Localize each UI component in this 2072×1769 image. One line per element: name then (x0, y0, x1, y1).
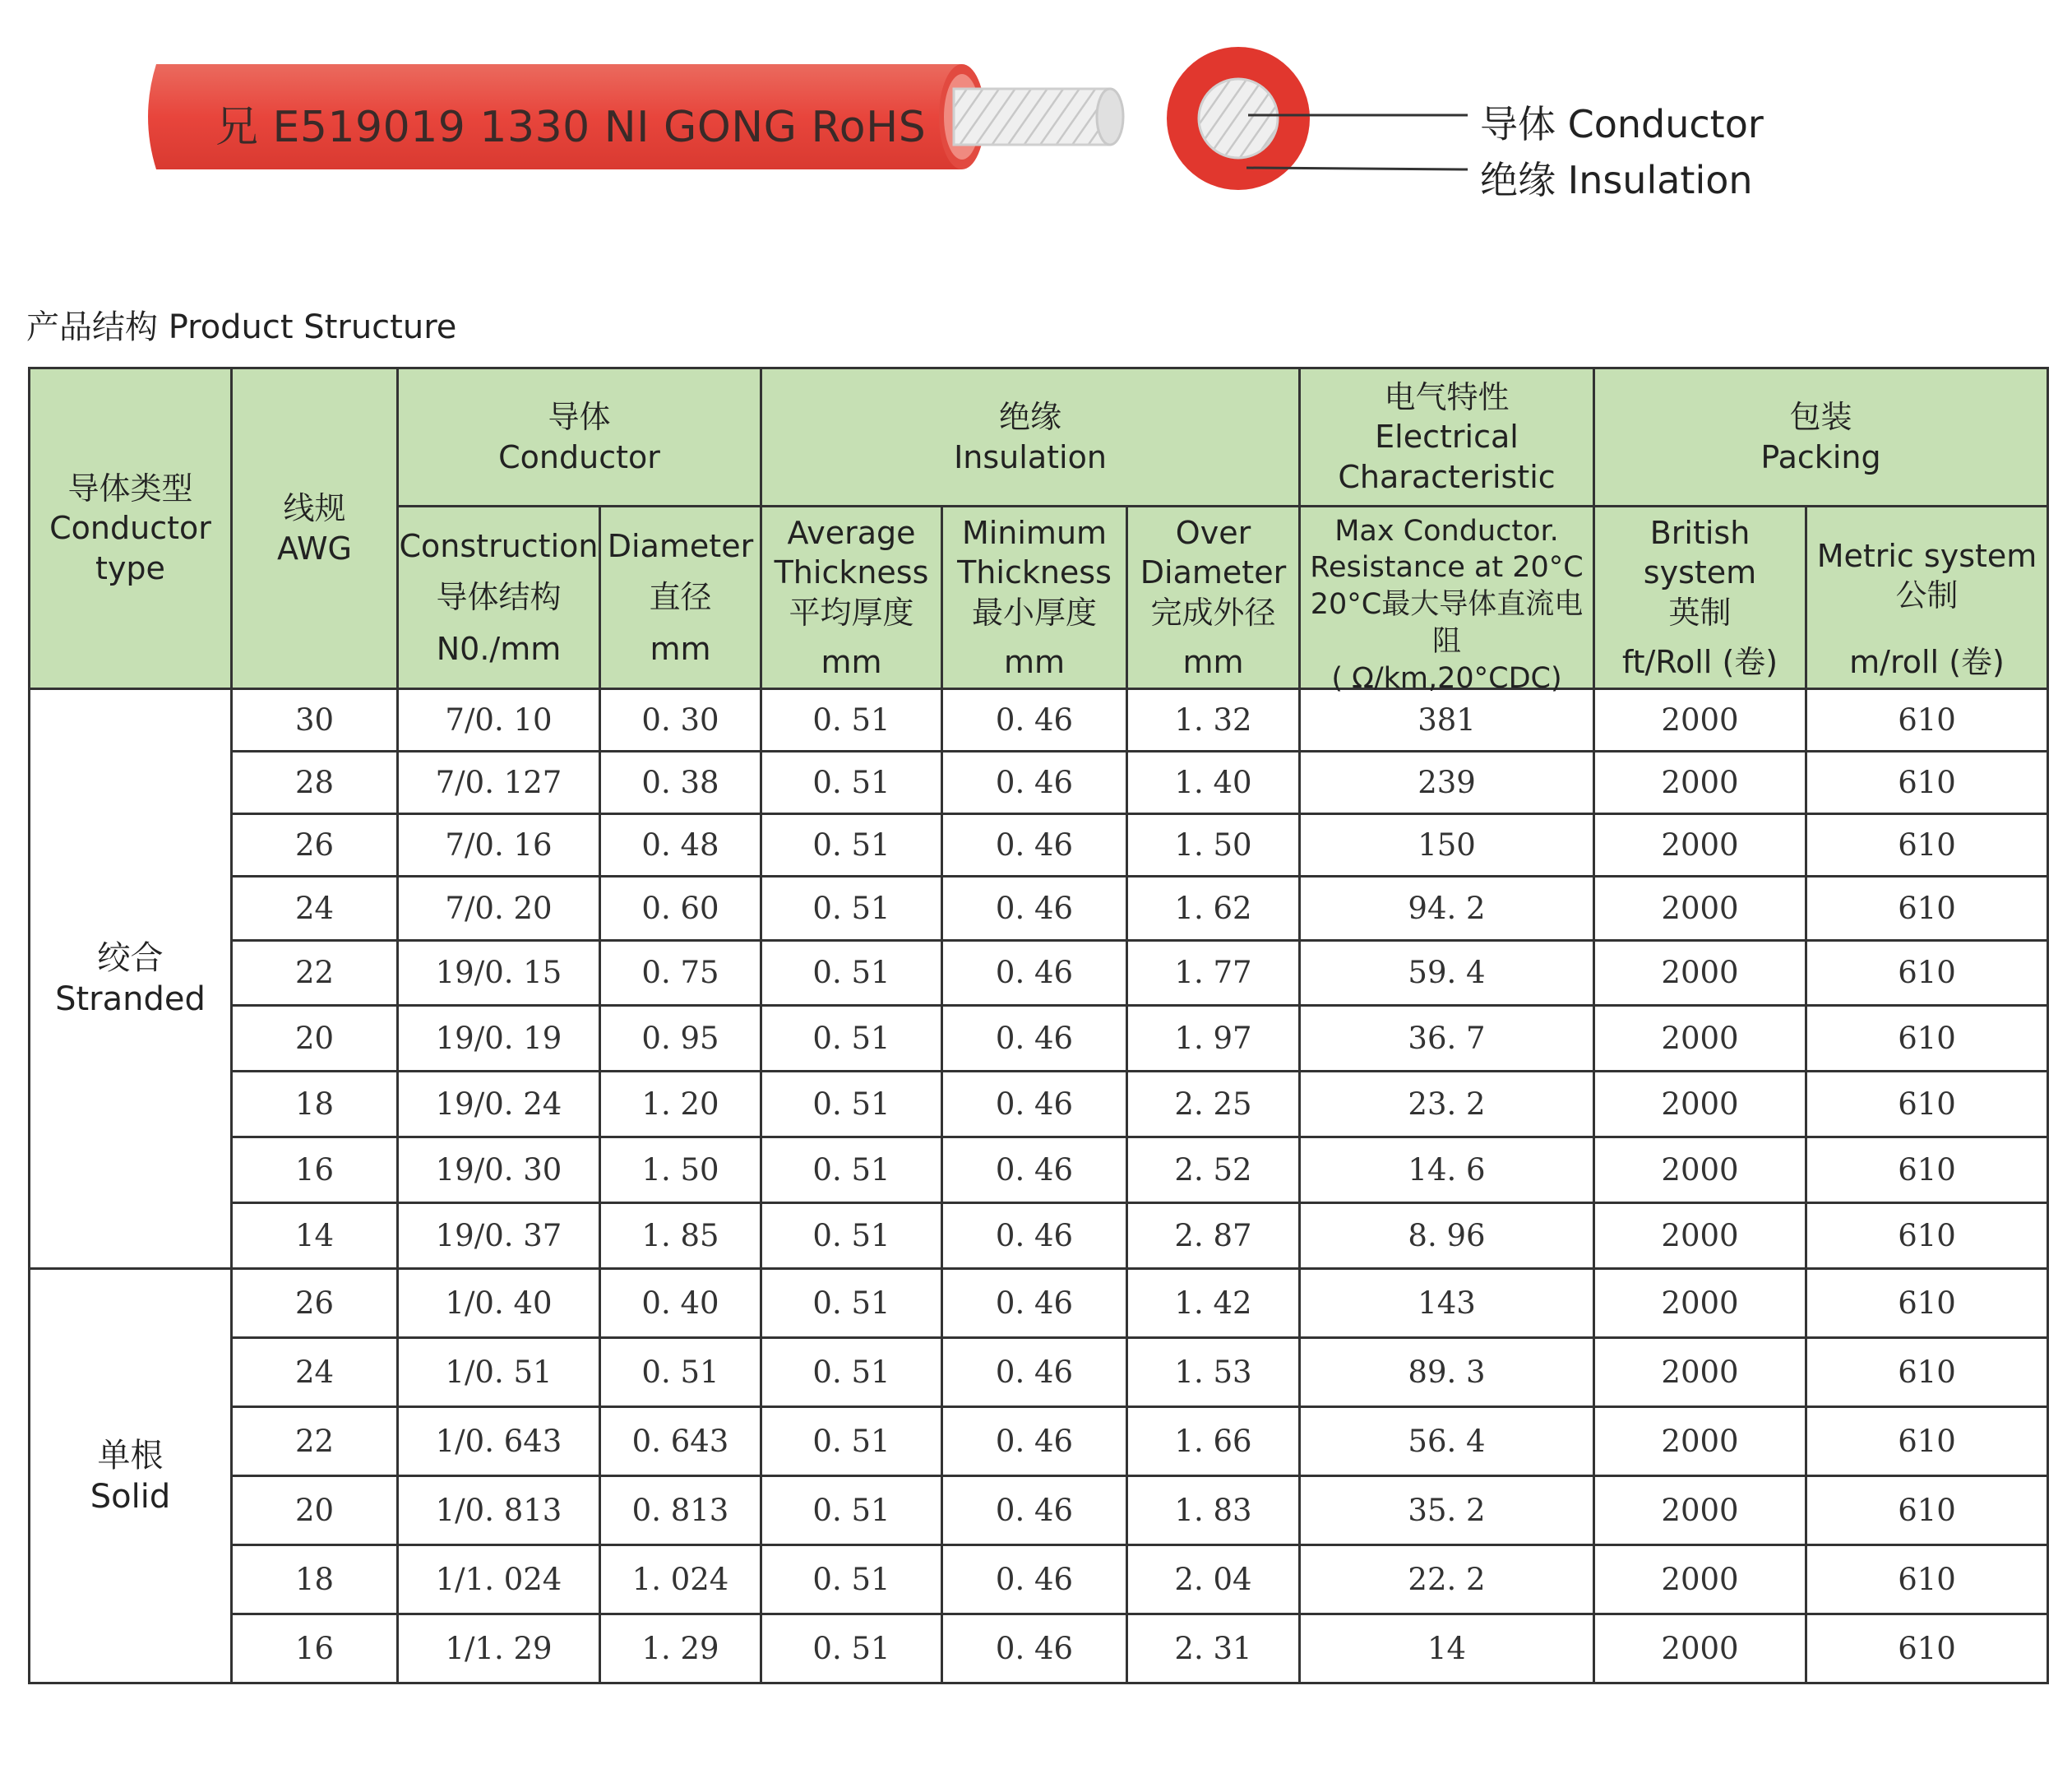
table-cell: 7/0. 20 (398, 876, 600, 940)
table-cell: 0. 51 (761, 689, 942, 752)
table-cell: 0. 46 (942, 876, 1127, 940)
table-cell: 89. 3 (1300, 1338, 1594, 1407)
table-cell: 35. 2 (1300, 1476, 1594, 1545)
wire-conductor (954, 89, 1123, 145)
table-cell: 19/0. 37 (398, 1203, 600, 1269)
table-cell: 0. 46 (942, 1137, 1127, 1203)
table-cell: 610 (1806, 1137, 2048, 1203)
table-row (30, 1203, 2048, 1269)
table-cell: 2. 52 (1127, 1137, 1300, 1203)
header-construction: Construction 导体结构 N0./mm (398, 507, 600, 689)
table-row (30, 1006, 2048, 1072)
table-cell: 610 (1806, 1407, 2048, 1476)
table-cell: 2000 (1594, 876, 1806, 940)
table-cell: 0. 51 (761, 1269, 942, 1338)
table-cell: 1. 024 (600, 1545, 761, 1614)
table-cell: 0. 46 (942, 1545, 1127, 1614)
table-cell: 0. 51 (761, 1476, 942, 1545)
table-cell: 0. 30 (600, 689, 761, 752)
header-british: British system 英制 ft/Roll (卷) (1594, 507, 1806, 689)
table-cell: 2000 (1594, 1407, 1806, 1476)
table-cell: 1. 83 (1127, 1476, 1300, 1545)
table-cell: 381 (1300, 689, 1594, 752)
table-cell: 0. 60 (600, 876, 761, 940)
header-min-thickness: Minimum Thickness 最小厚度 mm (942, 507, 1127, 689)
table-cell: 2000 (1594, 1545, 1806, 1614)
table-cell: 2000 (1594, 1269, 1806, 1338)
table-cell: 0. 46 (942, 940, 1127, 1006)
legend-conductor: 导体 Conductor (1480, 102, 1764, 146)
table-cell: 19/0. 19 (398, 1006, 600, 1072)
table-cell: 1. 50 (1127, 813, 1300, 876)
table-cell: 2000 (1594, 689, 1806, 752)
table-cell: 19/0. 24 (398, 1072, 600, 1137)
table-cell: 610 (1806, 813, 2048, 876)
section-title: 产品结构 Product Structure (26, 308, 457, 346)
table-cell: 0. 51 (761, 1006, 942, 1072)
table-cell: 0. 46 (942, 1269, 1127, 1338)
table-row (30, 1545, 2048, 1614)
table-cell: 0. 51 (761, 1338, 942, 1407)
table-cell: 0. 51 (761, 1614, 942, 1683)
table-cell: 22. 2 (1300, 1545, 1594, 1614)
table-cell: 1. 62 (1127, 876, 1300, 940)
legend-insulation: 绝缘 Insulation (1480, 158, 1753, 202)
table-cell: 0. 51 (761, 751, 942, 813)
table-row (30, 1269, 2048, 1338)
table-cell: 2000 (1594, 1614, 1806, 1683)
table-cell: 2000 (1594, 940, 1806, 1006)
table-cell: 0. 46 (942, 1203, 1127, 1269)
conductor-type-cn: 单根 (97, 1436, 164, 1475)
header-avg-thickness: Average Thickness 平均厚度 mm (761, 507, 942, 689)
table-cell: 26 (232, 813, 398, 876)
table-body (30, 689, 2048, 1683)
table-cell: 1. 50 (600, 1137, 761, 1203)
table-cell: 0. 51 (761, 1203, 942, 1269)
table-row (30, 1137, 2048, 1203)
table-cell: 610 (1806, 876, 2048, 940)
table-cell: 1. 42 (1127, 1269, 1300, 1338)
table-cell: 26 (232, 1269, 398, 1338)
table-row (30, 751, 2048, 813)
conductor-type-cell (30, 689, 232, 1269)
table-cell: 0. 46 (942, 689, 1127, 752)
header-conductor-type: 导体类型 Conductor type (30, 368, 232, 689)
table-cell: 150 (1300, 813, 1594, 876)
table-cell: 2000 (1594, 1338, 1806, 1407)
table-row (30, 1338, 2048, 1407)
table-cell: 1/0. 51 (398, 1338, 600, 1407)
table-row (30, 1072, 2048, 1137)
table-cell: 1/0. 813 (398, 1476, 600, 1545)
conductor-type-cn: 绞合 (97, 939, 164, 978)
table-cell: 0. 813 (600, 1476, 761, 1545)
table-cell: 143 (1300, 1269, 1594, 1338)
table-cell: 2000 (1594, 751, 1806, 813)
table-cell: 610 (1806, 1545, 2048, 1614)
table-cell: 30 (232, 689, 398, 752)
table-cell: 1/1. 29 (398, 1614, 600, 1683)
header-packing: 包装 Packing (1594, 368, 2048, 507)
wire-print-text: 兄 E519019 1330 NI GONG RoHS (215, 103, 927, 152)
header-insulation: 绝缘 Insulation (761, 368, 1300, 507)
table-cell: 0. 46 (942, 1006, 1127, 1072)
table-cell: 1. 66 (1127, 1407, 1300, 1476)
table-cell: 1/1. 024 (398, 1545, 600, 1614)
table-cell: 0. 46 (942, 1476, 1127, 1545)
table-cell: 0. 51 (761, 1072, 942, 1137)
table-cell: 0. 48 (600, 813, 761, 876)
table-cell: 0. 40 (600, 1269, 761, 1338)
table-row (30, 1407, 2048, 1476)
table-cell: 1. 85 (600, 1203, 761, 1269)
conductor-type-cell (30, 1269, 232, 1683)
table-cell: 1/0. 40 (398, 1269, 600, 1338)
header-electrical: 电气特性 Electrical Characteristic (1300, 368, 1594, 507)
table-cell: 2000 (1594, 1137, 1806, 1203)
table-cell: 2. 04 (1127, 1545, 1300, 1614)
table-cell: 0. 51 (761, 876, 942, 940)
table-cell: 0. 46 (942, 1614, 1127, 1683)
header-max-resistance: Max Conductor. Resistance at 20°C 20°C最大导体直流电阻 ( Ω/km,20°CDC) (1300, 507, 1594, 689)
table-cell: 2000 (1594, 1203, 1806, 1269)
table-cell: 18 (232, 1072, 398, 1137)
table-cell: 56. 4 (1300, 1407, 1594, 1476)
table-cell: 610 (1806, 689, 2048, 752)
table-cell: 94. 2 (1300, 876, 1594, 940)
table-row (30, 876, 2048, 940)
table-cell: 610 (1806, 940, 2048, 1006)
table-cell: 0. 643 (600, 1407, 761, 1476)
table-cell: 0. 38 (600, 751, 761, 813)
table-cell: 28 (232, 751, 398, 813)
table-cell: 2. 87 (1127, 1203, 1300, 1269)
table-cell: 19/0. 30 (398, 1137, 600, 1203)
table-cell: 0. 51 (761, 1407, 942, 1476)
table-cell: 2000 (1594, 813, 1806, 876)
table-cell: 1. 97 (1127, 1006, 1300, 1072)
table-cell: 14 (1300, 1614, 1594, 1683)
table-cell: 2000 (1594, 1006, 1806, 1072)
table-cell: 20 (232, 1476, 398, 1545)
table-cell: 16 (232, 1614, 398, 1683)
table-cell: 7/0. 127 (398, 751, 600, 813)
table-cell: 1. 77 (1127, 940, 1300, 1006)
table-cell: 0. 46 (942, 1072, 1127, 1137)
table-cell: 239 (1300, 751, 1594, 813)
table-cell: 0. 51 (761, 940, 942, 1006)
table-cell: 1. 29 (600, 1614, 761, 1683)
table-cell: 0. 46 (942, 751, 1127, 813)
table-cell: 1. 53 (1127, 1338, 1300, 1407)
table-cell: 0. 51 (600, 1338, 761, 1407)
table-cell: 23. 2 (1300, 1072, 1594, 1137)
table-cell: 0. 46 (942, 1407, 1127, 1476)
table-cell: 7/0. 16 (398, 813, 600, 876)
table-cell: 2. 25 (1127, 1072, 1300, 1137)
table-row (30, 1476, 2048, 1545)
conductor-type-en: Solid (90, 1477, 171, 1516)
table-cell: 59. 4 (1300, 940, 1594, 1006)
table-cell: 0. 95 (600, 1006, 761, 1072)
table-cell: 1. 20 (600, 1072, 761, 1137)
header-awg: 线规 AWG (232, 368, 398, 689)
table-cell: 24 (232, 1338, 398, 1407)
table-cell: 14 (232, 1203, 398, 1269)
table-cell: 20 (232, 1006, 398, 1072)
table-cell: 610 (1806, 1203, 2048, 1269)
table-row (30, 1614, 2048, 1683)
product-structure-table (28, 367, 2049, 1684)
table-cell: 0. 46 (942, 1338, 1127, 1407)
table-cell: 0. 51 (761, 1137, 942, 1203)
header-diameter: Diameter 直径 mm (600, 507, 761, 689)
table-cell: 1. 32 (1127, 689, 1300, 752)
table-cell: 1. 40 (1127, 751, 1300, 813)
header-conductor: 导体 Conductor (398, 368, 761, 507)
table-cell: 610 (1806, 1269, 2048, 1338)
table-cell: 8. 96 (1300, 1203, 1594, 1269)
table-cell: 0. 51 (761, 1545, 942, 1614)
table-cell: 2000 (1594, 1072, 1806, 1137)
table-cell: 610 (1806, 1338, 2048, 1407)
table-cell: 36. 7 (1300, 1006, 1594, 1072)
table-cell: 1/0. 643 (398, 1407, 600, 1476)
header-over-diameter: Over Diameter 完成外径 mm (1127, 507, 1300, 689)
table-row (30, 940, 2048, 1006)
table-cell: 610 (1806, 1476, 2048, 1545)
table-cell: 2000 (1594, 1476, 1806, 1545)
table-cell: 22 (232, 940, 398, 1006)
table-cell: 610 (1806, 751, 2048, 813)
table-cell: 0. 51 (761, 813, 942, 876)
table-cell: 610 (1806, 1072, 2048, 1137)
table-cell: 0. 46 (942, 813, 1127, 876)
table-row (30, 813, 2048, 876)
table-cell: 0. 75 (600, 940, 761, 1006)
insulation-leader-line (1246, 168, 1468, 169)
table-cell: 14. 6 (1300, 1137, 1594, 1203)
table-cell: 610 (1806, 1006, 2048, 1072)
table-cell: 24 (232, 876, 398, 940)
table-cell: 2. 31 (1127, 1614, 1300, 1683)
table-cell: 7/0. 10 (398, 689, 600, 752)
table-cell: 19/0. 15 (398, 940, 600, 1006)
conductor-type-en: Stranded (55, 980, 206, 1019)
table-cell: 16 (232, 1137, 398, 1203)
table-cell: 18 (232, 1545, 398, 1614)
table-row (30, 689, 2048, 752)
table-cell: 610 (1806, 1614, 2048, 1683)
header-metric: Metric system 公制 m/roll (卷) (1806, 507, 2048, 689)
table-cell: 22 (232, 1407, 398, 1476)
